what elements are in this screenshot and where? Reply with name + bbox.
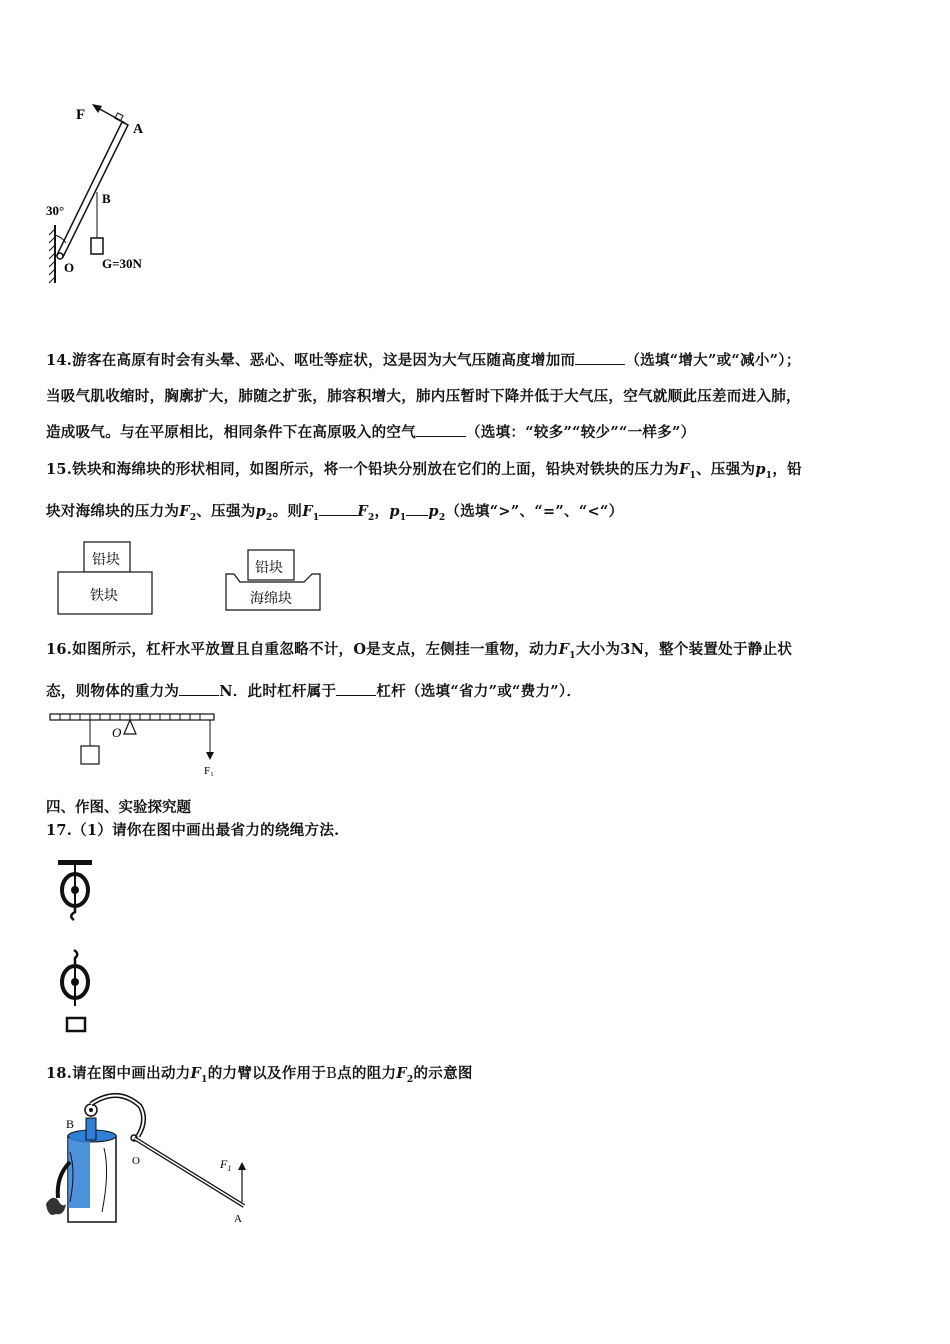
q14-line-1 (46, 343, 916, 379)
q14-text-1b: （选填“增大”或“减小”）； (625, 352, 801, 369)
q15-text-2c: 。则 (272, 502, 303, 520)
q16-text-2c: 杠杆（选填“省力”或“费力”）． (376, 682, 582, 700)
q15-p2-compare: p (428, 502, 439, 520)
question-14 (46, 343, 916, 451)
iron-block-label: 铁块 (90, 588, 118, 604)
q15-F2: F (179, 502, 190, 520)
q18-text-c: 点的阻力 (337, 1065, 397, 1082)
q15-text-1c: ，铅 (772, 461, 802, 478)
q14-blank-2[interactable] (416, 422, 466, 437)
lead-block-2-label: 铅块 (255, 560, 283, 576)
lead-block-figure (50, 538, 340, 618)
q15-p2: p (255, 502, 267, 520)
q15-F1-sub: 1 (689, 470, 697, 481)
q15-number: 15. (46, 461, 73, 478)
q14-text-3b: （选填：“较多”“较少”“一样多”） (466, 424, 696, 441)
q14-text-3a: 造成吸气。与在平原相比，相同条件下在高原吸入的空气 (46, 424, 416, 441)
q15-p1-compare: p (389, 502, 400, 520)
q15-F2-sub: 2 (189, 512, 197, 523)
sponge-block-label: 海绵块 (250, 591, 292, 607)
horizontal-lever-figure (48, 710, 228, 780)
q18-text-d: 的示意图 (413, 1065, 473, 1082)
q18-point-B: B (326, 1066, 338, 1082)
question-16 (46, 632, 916, 710)
angle-label: 30° (46, 203, 65, 218)
q18-F2: F (396, 1065, 407, 1082)
q16-text-1a: 如图所示，杠杆水平放置且自重忽略不计，O是支点，左侧挂一重物，动力 (72, 641, 559, 658)
q14-line-3 (46, 415, 916, 451)
q15-p1: p (755, 461, 766, 478)
q18-number: 18. (46, 1065, 73, 1082)
q15-F1: F (678, 461, 690, 478)
label-O: O (132, 1155, 140, 1167)
q16-text-2b: N．此时杠杆属于 (219, 682, 337, 700)
q15-F1-compare-sub: 1 (312, 512, 320, 523)
q15-blank-1[interactable] (319, 501, 357, 516)
q15-text-1b: 、压强为 (696, 461, 756, 478)
pivot-label: O (112, 725, 122, 740)
force-label: F₁ (204, 765, 214, 777)
q15-F1-compare: F (302, 502, 313, 520)
label-O: O (64, 260, 75, 275)
q15-line-1 (46, 452, 916, 494)
q15-F2-compare-sub: 2 (367, 512, 375, 523)
label-A: A (133, 122, 144, 137)
q18-F1-sub: 1 (201, 1074, 208, 1085)
q15-p2-compare-sub: 2 (438, 512, 446, 523)
question-15 (46, 452, 916, 536)
q18-F1: F (190, 1065, 202, 1082)
label-F1: $F_1$ (220, 1157, 232, 1173)
q18-F2-sub: 2 (406, 1074, 414, 1085)
q16-blank-1[interactable] (179, 681, 219, 696)
q14-text-2: 当吸气肌收缩时，胸廓扩大，肺随之扩张，肺容积增大，肺内压暂时下降并低于大气压，空气就顺此压差而进入肺， (46, 388, 801, 405)
lead-block-label: 铅块 (92, 552, 120, 568)
water-pump-figure (40, 1092, 260, 1232)
q17-text: （1）请你在图中画出最省力的绕绳方法. (72, 822, 340, 839)
q16-text-2a: 态，则物体的重力为 (46, 682, 180, 700)
q15-text-1a: 铁块和海绵块的形状相同，如图所示，将一个铅块分别放在它们的上面，铅块对铁块的压力为 (72, 461, 679, 478)
q15-p2-sub: 2 (266, 512, 273, 523)
q15-line-2: 块对海绵块的压力为$F_2$、压强为$p_2$。则$F_1$ $F_2$，$p_1$ $p_2$（选填“>”、“=”、“<“） (46, 502, 624, 523)
q16-blank-2[interactable] (336, 681, 376, 696)
q18-text-a: 请在图中画出动力 (72, 1065, 191, 1082)
lever-force-figure (40, 95, 170, 290)
q16-F1: F (558, 641, 570, 658)
q14-text-1a: 游客在高原有时会有头晕、恶心、呕吐等症状，这是因为大气压随高度增加而 (72, 352, 576, 369)
q14-blank-1[interactable] (575, 350, 625, 365)
q15-blank-2[interactable] (406, 501, 428, 516)
label-B: B (66, 1117, 75, 1131)
q18-text-b: 的力臂以及作用于 (207, 1065, 327, 1082)
q15-p1-sub: 1 (765, 470, 773, 481)
q16-F1-sub: 1 (569, 650, 576, 661)
pulley-figure (48, 858, 108, 1038)
label-F: F (76, 107, 86, 123)
q14-number: 14. (46, 352, 73, 369)
q15-text-2a: 块对海绵块的压力为 (46, 502, 180, 520)
question-17 (46, 813, 916, 849)
q15-F2-compare: F (357, 502, 368, 520)
q15-text-2b: 、压强为 (196, 502, 256, 520)
weight-label: G=30N (102, 256, 142, 271)
q16-line-2 (46, 674, 916, 710)
q15-text-2d: （选填“>”、“=”、“<“） (445, 502, 624, 520)
label-A: A (234, 1213, 242, 1225)
q16-text-1b: 大小为3N，整个装置处于静止状 (575, 641, 793, 658)
q16-line-1 (46, 632, 916, 674)
q17-number: 17. (46, 822, 73, 839)
q15-p1-compare-sub: 1 (399, 512, 407, 523)
section-title: 四、作图、实验探究题 (46, 799, 191, 816)
label-B: B (102, 191, 111, 206)
q16-number: 16. (46, 641, 73, 658)
q14-line-2 (46, 379, 916, 415)
